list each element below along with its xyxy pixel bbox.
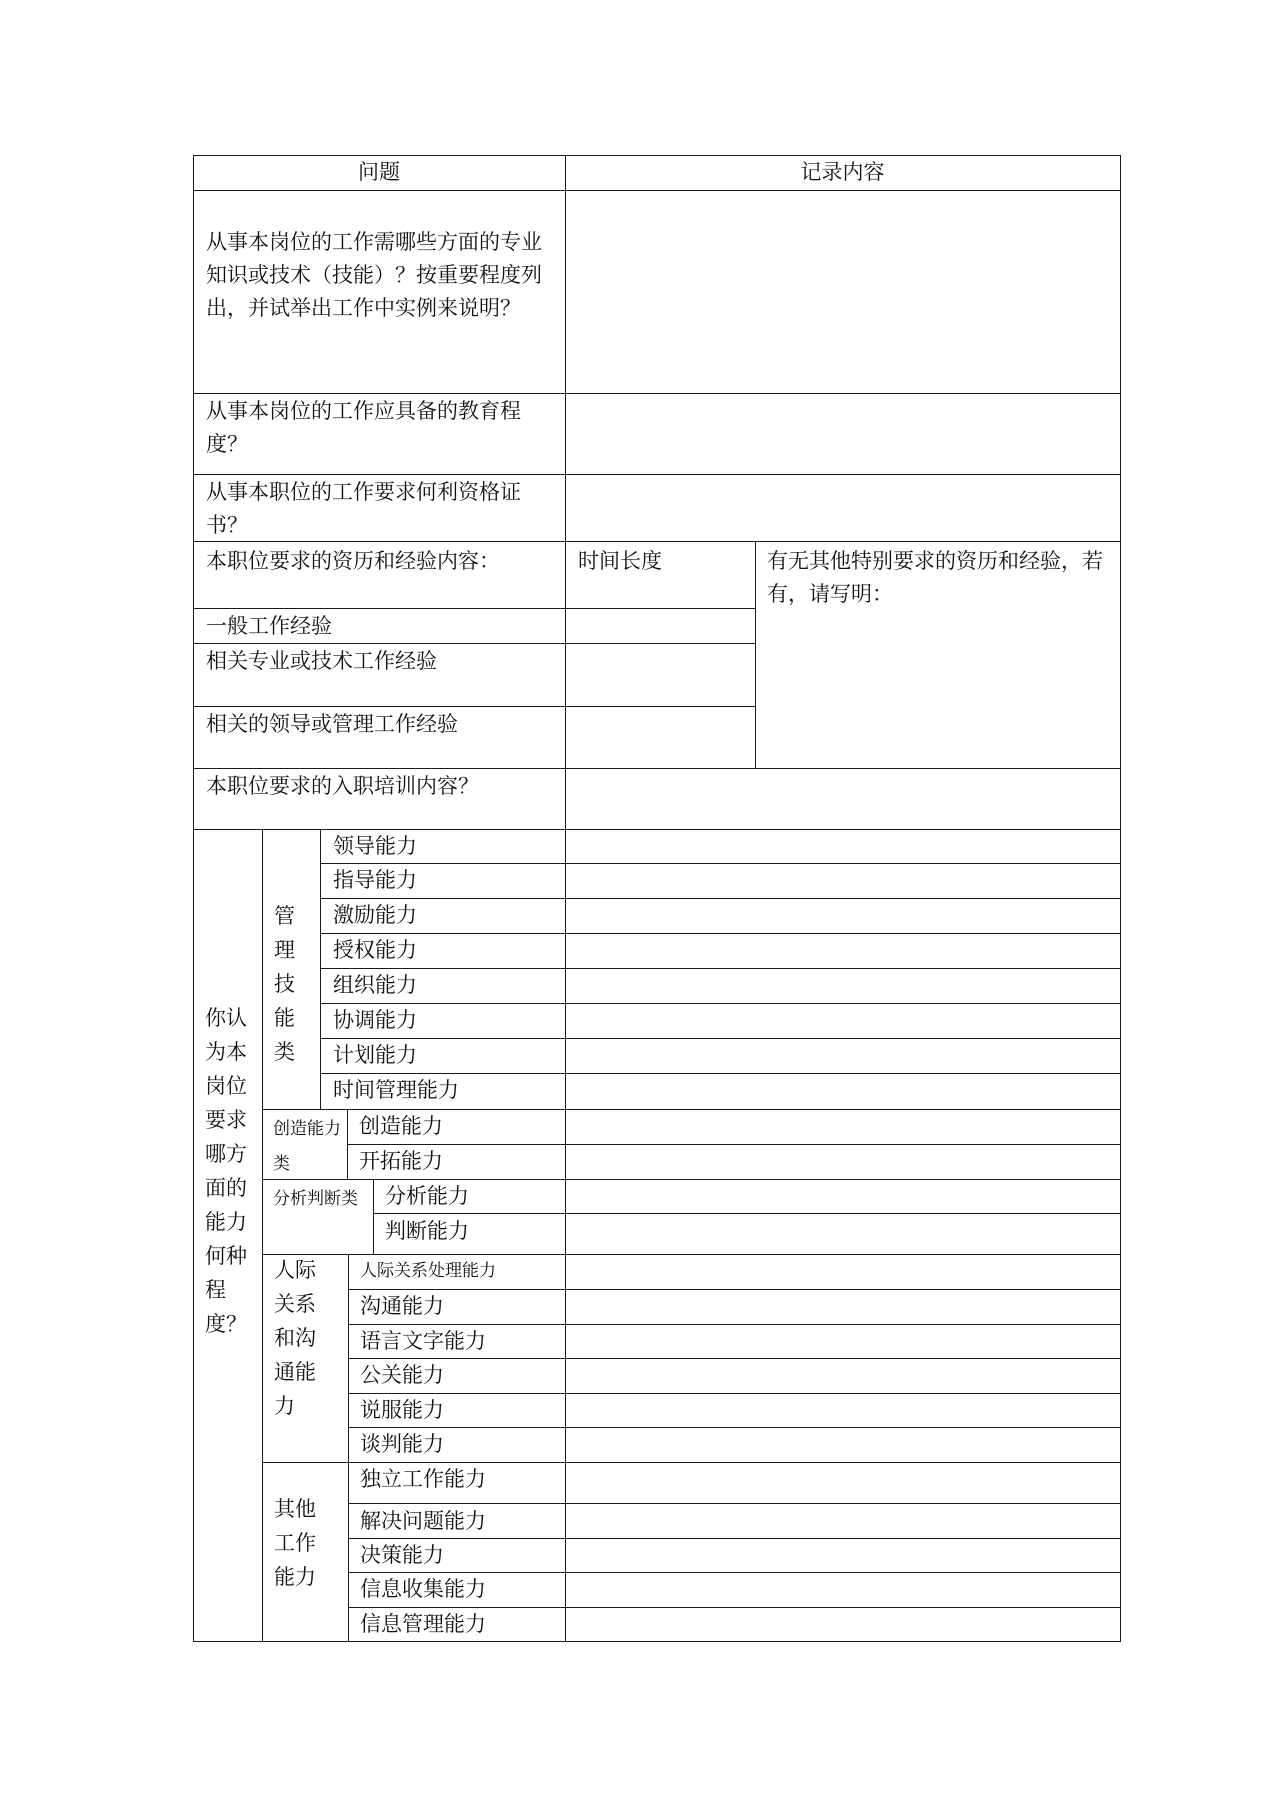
row-line (193, 706, 756, 707)
ability-item: 协调能力 (333, 1008, 417, 1032)
question-education-level: 从事本岗位的工作应具备的教育程度？ (206, 399, 521, 456)
row-line (373, 1213, 1121, 1214)
question-qualification-certificate: 从事本职位的工作要求何利资格证书？ (206, 480, 521, 537)
row-line (348, 1538, 1121, 1539)
group-label-analysis: 分析判断类 (273, 1189, 358, 1209)
experience-title: 本职位要求的资历和经验内容： (206, 549, 500, 573)
group-label-interpersonal: 人际关系和沟通能力 (274, 1258, 316, 1418)
row-line (348, 1289, 1121, 1290)
ability-item: 创造能力 (359, 1114, 443, 1138)
ability-item: 开拓能力 (359, 1149, 443, 1173)
column-line (262, 829, 263, 1642)
column-line (565, 155, 566, 1642)
ability-item: 领导能力 (333, 834, 417, 858)
ability-item: 沟通能力 (360, 1294, 444, 1318)
ability-item: 公关能力 (360, 1363, 444, 1387)
header-question: 问题 (358, 160, 400, 184)
question-professional-knowledge: 从事本岗位的工作需哪些方面的专业知识或技术（技能）？按重要程度列出，并试举出工作中实例来说明？ (206, 230, 542, 320)
ability-item: 说服能力 (360, 1398, 444, 1422)
header-record: 记录内容 (800, 160, 885, 184)
ability-item: 人际关系处理能力 (360, 1261, 496, 1281)
question-onboarding-training: 本职位要求的入职培训内容？ (206, 774, 479, 798)
column-line (320, 829, 321, 1109)
row-line (193, 608, 756, 609)
ability-item: 信息收集能力 (360, 1577, 486, 1601)
row-line (348, 1393, 1121, 1394)
ability-item: 激励能力 (333, 903, 417, 927)
row-line (348, 1503, 1121, 1504)
ability-item: 计划能力 (333, 1043, 417, 1067)
group-label-management: 管理技能类 (274, 904, 295, 1064)
ability-item: 谈判能力 (360, 1432, 444, 1456)
row-line (348, 1427, 1121, 1428)
row-line (193, 768, 1121, 769)
experience-general: 一般工作经验 (206, 614, 332, 638)
ability-item: 语言文字能力 (360, 1329, 486, 1353)
row-line (320, 863, 1121, 864)
ability-question: 你认为本岗位要求哪方面的能力何种程度？ (205, 1006, 247, 1336)
ability-item: 信息管理能力 (360, 1612, 486, 1636)
table-border-right (1120, 155, 1121, 1642)
row-line (320, 898, 1121, 899)
experience-time-length: 时间长度 (578, 549, 662, 573)
row-line (320, 1003, 1121, 1004)
column-line (347, 1109, 348, 1179)
row-line (320, 1038, 1121, 1039)
column-line (755, 541, 756, 768)
ability-item: 判断能力 (385, 1219, 469, 1243)
row-line (193, 393, 1121, 394)
group-label-creative: 创造能力类 (273, 1119, 341, 1174)
row-line (320, 933, 1121, 934)
ability-item: 时间管理能力 (333, 1078, 459, 1102)
row-line (320, 968, 1121, 969)
ability-item: 决策能力 (360, 1543, 444, 1567)
column-line (348, 1254, 349, 1642)
experience-special-requirement: 有无其他特别要求的资历和经验，若有，请写明： (767, 549, 1103, 606)
table-border-bottom (193, 1641, 1121, 1642)
row-line (193, 190, 1121, 191)
ability-item: 独立工作能力 (360, 1467, 486, 1491)
ability-item: 组织能力 (333, 973, 417, 997)
row-line (193, 643, 756, 644)
row-line (193, 474, 1121, 475)
experience-professional: 相关专业或技术工作经验 (206, 649, 437, 673)
ability-item: 解决问题能力 (360, 1509, 486, 1533)
ability-item: 分析能力 (385, 1184, 469, 1208)
column-line (373, 1179, 374, 1254)
row-line (347, 1144, 1121, 1145)
ability-item: 指导能力 (333, 868, 417, 892)
row-line (348, 1358, 1121, 1359)
ability-item: 授权能力 (333, 938, 417, 962)
group-label-other: 其他工作能力 (274, 1497, 316, 1589)
experience-management: 相关的领导或管理工作经验 (206, 712, 458, 736)
table-border-left (193, 155, 194, 1642)
